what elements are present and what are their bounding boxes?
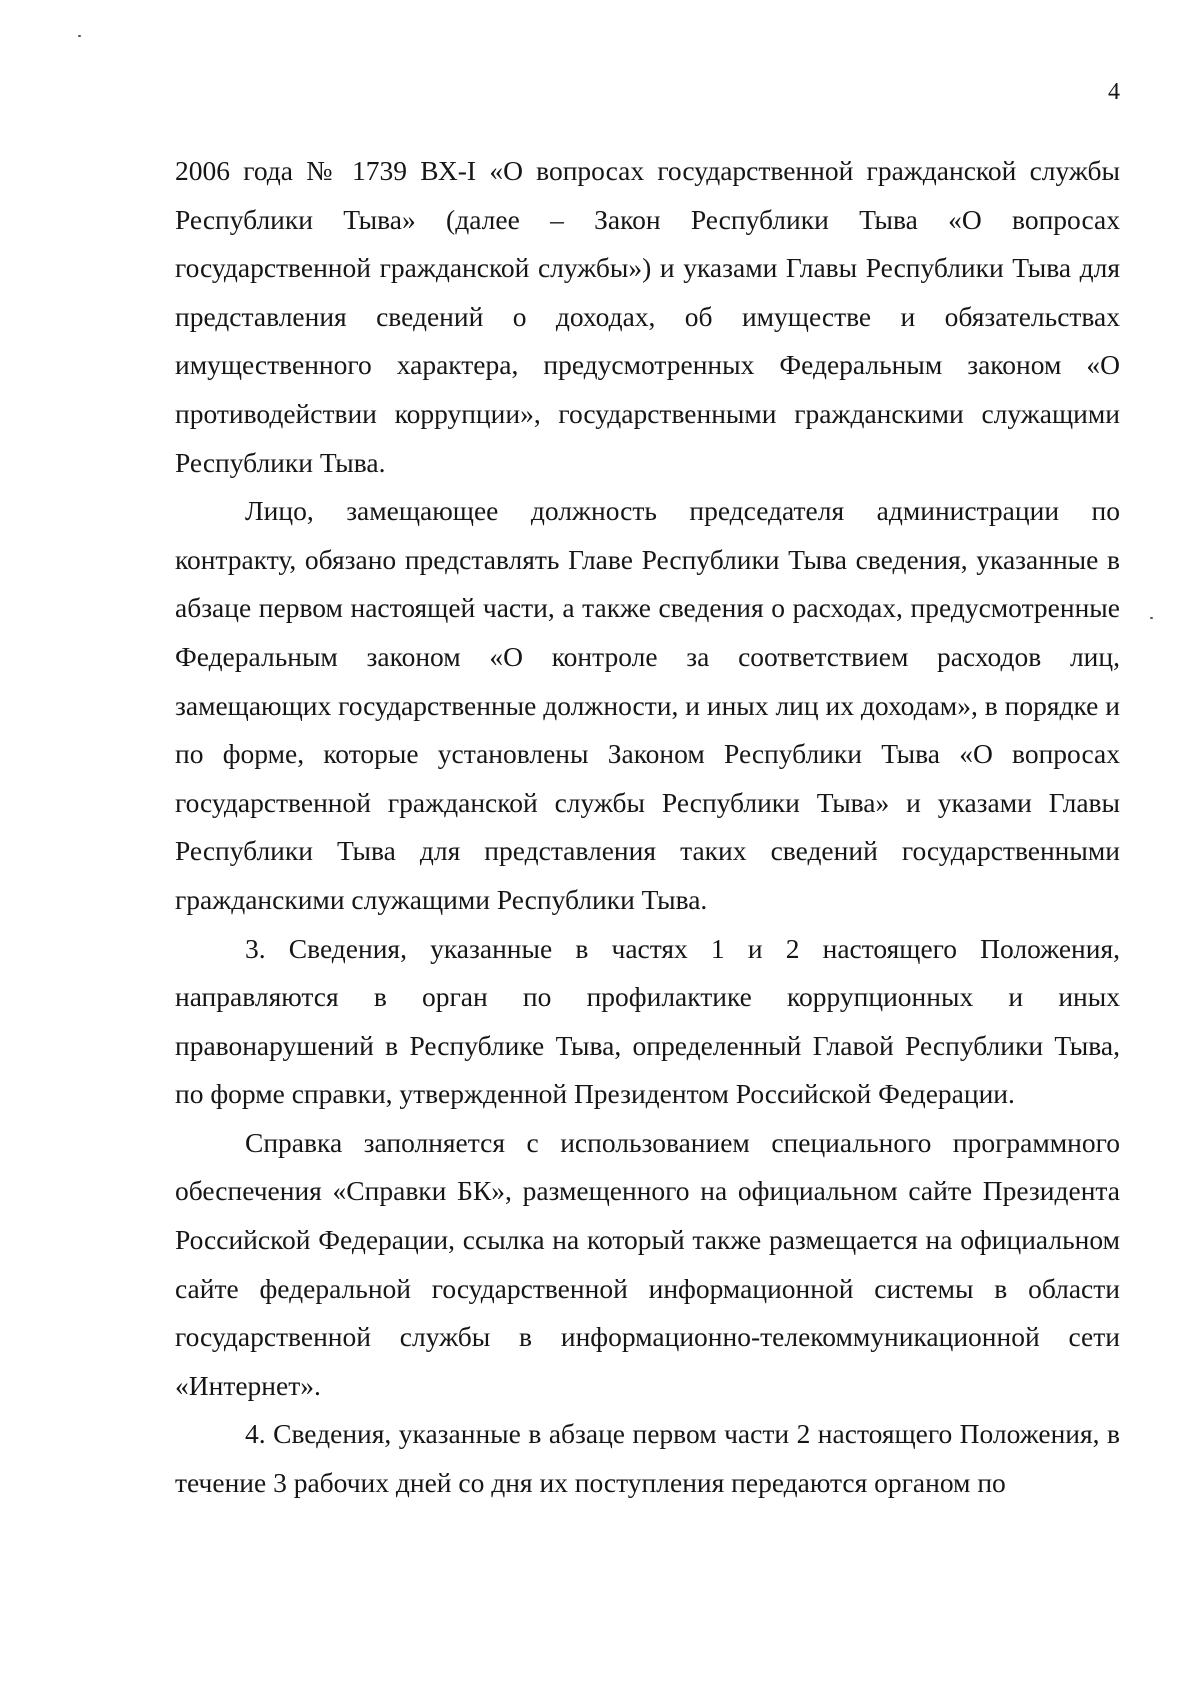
paragraph-item-3: 3. Сведения, указанные в частях 1 и 2 настоящего Положения, направляются в орган по профилактике коррупционных и иных правонарушений в Республике Тыва, определенный Главой Республики Тыва, по форме справки, утвержденной Президентом Российской Федерации. bbox=[175, 932, 1120, 1110]
paragraph-contract-holder: Лицо, замещающее должность председателя администрации по контракту, обязано представлять Главе Республики Тыва сведения, указанные в абзаце первом настоящей части, а также сведения о расходах, предусмотренные Федеральным законом «О контроле за соответствием расходов лиц, замещающих государственные должности, и иных лиц их доходам», в порядке и по форме, которые установлены Законом Республики Тыва «О вопросах государственной гражданской службы Республики Тыва» и указами Главы Республики Тыва для представления таких сведений государственными гражданскими служащими Республики Тыва. bbox=[175, 495, 1120, 915]
scan-speck bbox=[78, 35, 81, 37]
paragraph-item-4: 4. Сведения, указанные в абзаце первом части 2 настоящего Положения, в течение 3 рабочих дней со дня их поступления передаются органом по bbox=[175, 1418, 1120, 1499]
paragraph-form-software: Справка заполняется с использованием специального программного обеспечения «Справки БК», размещенного на официальном сайте Президента Российской Федерации, ссылка на который также размещается на официальном сайте федеральной государственной информационной системы в области государственной службы в информационно-телекоммуникационной сети «Интернет». bbox=[175, 1126, 1120, 1401]
scan-speck bbox=[1150, 617, 1153, 619]
paragraph-continuation: 2006 года № 1739 ВХ-I «О вопросах государственной гражданской службы Республики Тыва» (далее – Закон Республики Тыва «О вопросах государственной гражданской службы») и указами Главы Республики Тыва для представления сведений о доходах, об имуществе и обязательствах имущественного характера, предусмотренных Федеральным законом «О противодействии коррупции», государственными гражданскими служащими Республики Тыва. bbox=[175, 155, 1120, 478]
document-body bbox=[175, 147, 1120, 1508]
page-number: 4 bbox=[1108, 79, 1120, 105]
